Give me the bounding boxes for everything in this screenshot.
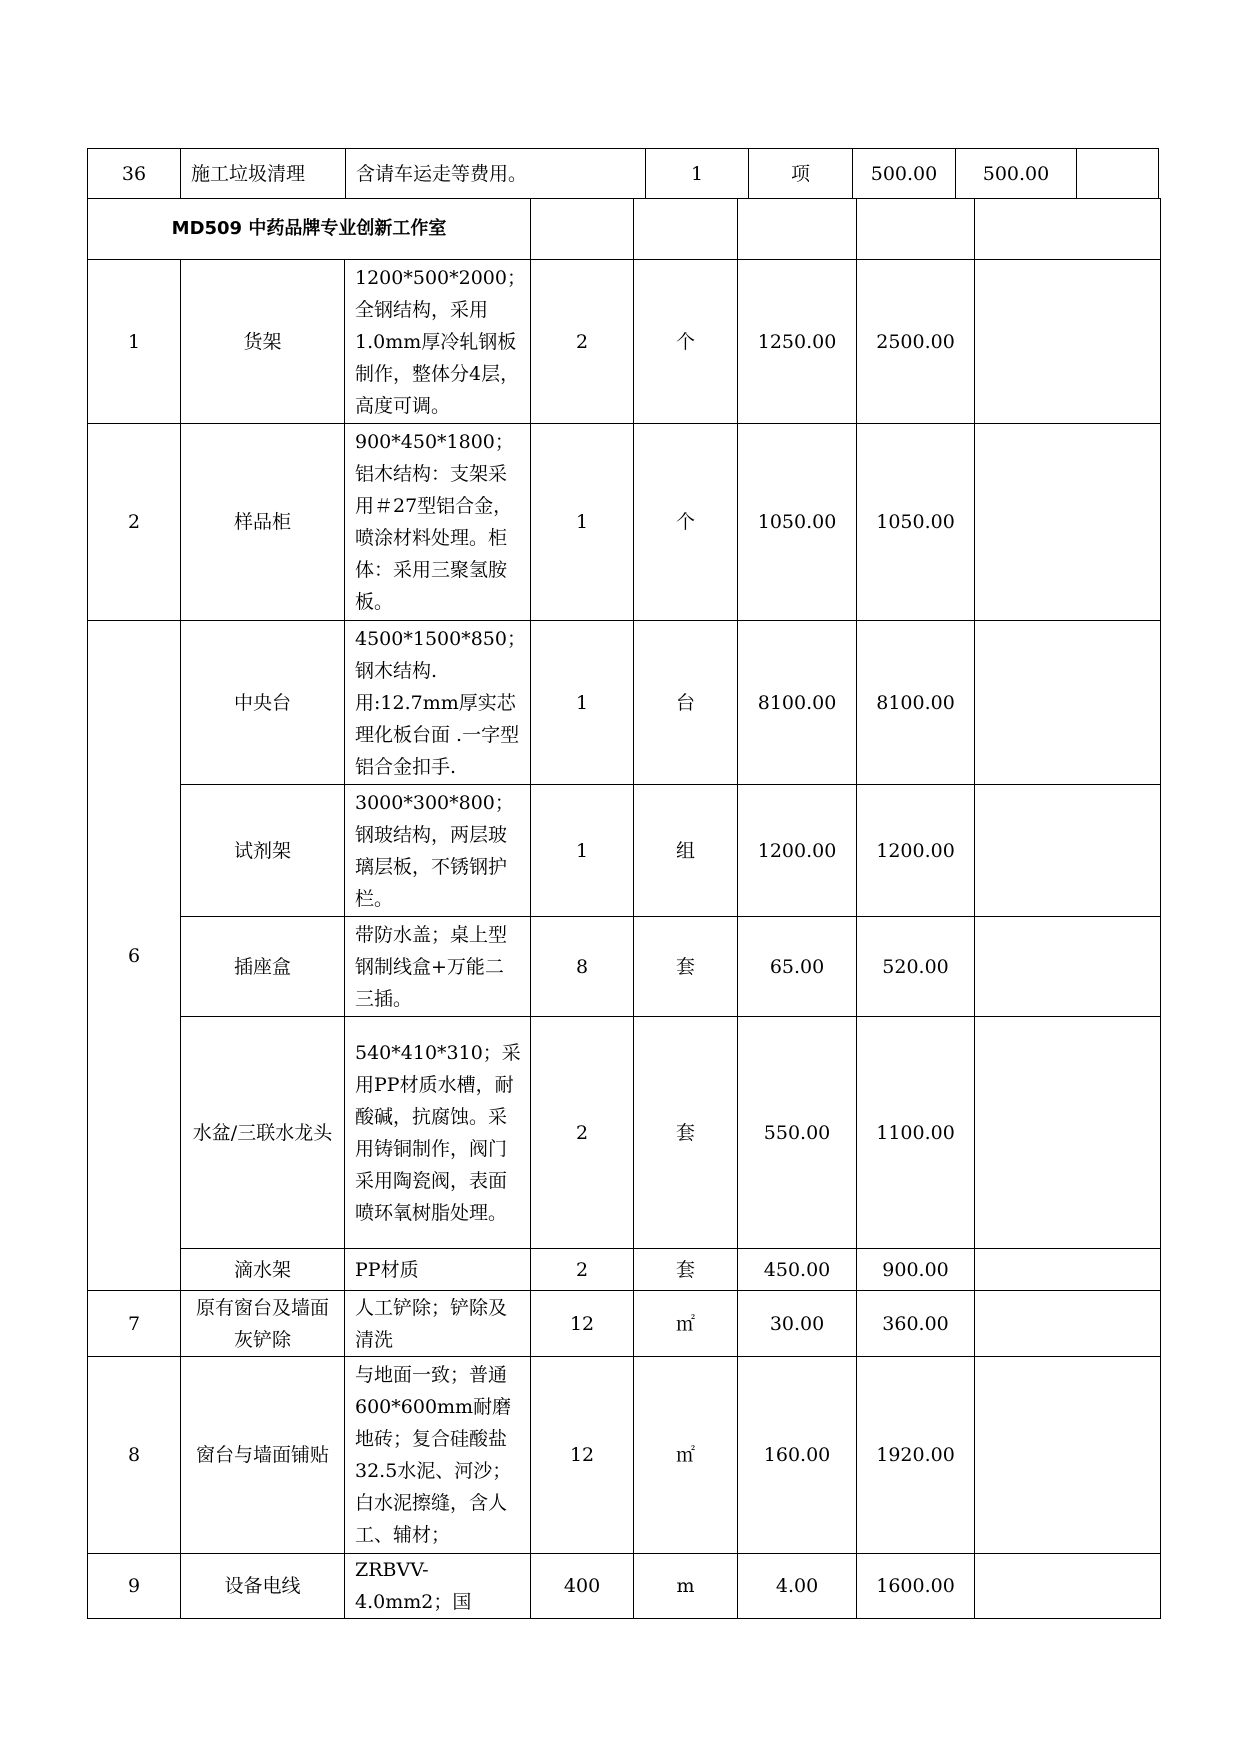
cell-qty: 1: [531, 785, 634, 917]
cell-no: 7: [88, 1291, 181, 1357]
cell-total: 1200.00: [857, 785, 975, 917]
cell-name: 货架: [181, 260, 345, 424]
cell-unit: 套: [634, 1249, 738, 1291]
cell-name: 原有窗台及墙面灰铲除: [181, 1291, 345, 1357]
empty-cell: [857, 199, 975, 260]
cell-price: 1250.00: [738, 260, 857, 424]
cell-remark: [975, 1291, 1161, 1357]
cell-price: 500.00: [853, 149, 956, 199]
cell-qty: 1: [646, 149, 749, 199]
cell-price: 550.00: [738, 1017, 857, 1249]
cell-total: 520.00: [857, 917, 975, 1017]
cell-desc: 与地面一致；普通600*600mm耐磨地砖；复合硅酸盐32.5水泥、河沙；白水泥擦缝，含人工、辅材；: [345, 1357, 531, 1554]
cell-total: 360.00: [857, 1291, 975, 1357]
table-row: [88, 1017, 1161, 1249]
cell-qty: 2: [531, 260, 634, 424]
cell-unit: 组: [634, 785, 738, 917]
cell-desc: 4500*1500*850；钢木结构.用:12.7mm厚实芯理化板台面 .一字型铝合金扣手.: [345, 621, 531, 785]
cell-unit: 套: [634, 1017, 738, 1249]
cell-qty: 12: [531, 1291, 634, 1357]
cell-name: 样品柜: [181, 424, 345, 621]
cell-remark: [975, 1017, 1161, 1249]
cell-desc: 540*410*310；采用PP材质水槽，耐酸碱，抗腐蚀。采用铸铜制作，阀门采用陶瓷阀，表面喷环氧树脂处理。: [345, 1017, 531, 1249]
cell-qty: 1: [531, 424, 634, 621]
cell-total: 1600.00: [857, 1554, 975, 1619]
cell-total: 1920.00: [857, 1357, 975, 1554]
empty-cell: [738, 199, 857, 260]
cell-qty: 12: [531, 1357, 634, 1554]
cell-price: 160.00: [738, 1357, 857, 1554]
cell-name: 插座盒: [181, 917, 345, 1017]
empty-cell: [531, 199, 634, 260]
cell-desc: PP材质: [345, 1249, 531, 1291]
cell-desc: ZRBVV-4.0mm2；国: [345, 1554, 531, 1619]
quotation-table: [87, 198, 1161, 1619]
cell-unit: 台: [634, 621, 738, 785]
cell-price: 8100.00: [738, 621, 857, 785]
section-header-row: [88, 199, 1161, 260]
cell-unit: 个: [634, 260, 738, 424]
cell-unit: 项: [749, 149, 853, 199]
cell-qty: 1: [531, 621, 634, 785]
cell-name: 中央台: [181, 621, 345, 785]
cell-remark: [975, 621, 1161, 785]
cell-desc: 带防水盖；桌上型钢制线盒+万能二三插。: [345, 917, 531, 1017]
cell-name: 试剂架: [181, 785, 345, 917]
cell-total: 1050.00: [857, 424, 975, 621]
cell-desc: 人工铲除；铲除及清洗: [345, 1291, 531, 1357]
cell-qty: 2: [531, 1017, 634, 1249]
cell-no: 36: [88, 149, 181, 199]
cell-remark: [975, 785, 1161, 917]
cell-qty: 400: [531, 1554, 634, 1619]
cell-remark: [975, 917, 1161, 1017]
cell-remark: [975, 424, 1161, 621]
cell-price: 450.00: [738, 1249, 857, 1291]
table-row: [88, 424, 1161, 621]
cell-unit: ㎡: [634, 1291, 738, 1357]
cell-desc: 3000*300*800；钢玻结构，两层玻璃层板，不锈钢护栏。: [345, 785, 531, 917]
cell-price: 1050.00: [738, 424, 857, 621]
cell-price: 30.00: [738, 1291, 857, 1357]
cell-total: 2500.00: [857, 260, 975, 424]
empty-cell: [634, 199, 738, 260]
cell-no: 2: [88, 424, 181, 621]
cell-name: 水盆/三联水龙头: [181, 1017, 345, 1249]
table-row-36: [88, 149, 1159, 199]
cell-price: 4.00: [738, 1554, 857, 1619]
cell-no: 6: [88, 621, 181, 1291]
table-row: [88, 1554, 1161, 1619]
cell-unit: 个: [634, 424, 738, 621]
cell-unit: ㎡: [634, 1357, 738, 1554]
table-row: [88, 621, 1161, 785]
table-row: [88, 1357, 1161, 1554]
cell-desc: 900*450*1800；铝木结构：支架采用＃27型铝合金，喷涂材料处理。柜体：采用三聚氢胺板。: [345, 424, 531, 621]
cell-total: 500.00: [956, 149, 1077, 199]
cell-qty: 8: [531, 917, 634, 1017]
cell-total: 1100.00: [857, 1017, 975, 1249]
cell-name: 施工垃圾清理: [181, 149, 346, 199]
cell-qty: 2: [531, 1249, 634, 1291]
section-title: MD509 中药品牌专业创新工作室: [88, 199, 531, 260]
cell-unit: m: [634, 1554, 738, 1619]
cell-name: 滴水架: [181, 1249, 345, 1291]
cell-name: 窗台与墙面铺贴: [181, 1357, 345, 1554]
cell-total: 8100.00: [857, 621, 975, 785]
cell-no: 8: [88, 1357, 181, 1554]
cell-price: 1200.00: [738, 785, 857, 917]
cell-no: 1: [88, 260, 181, 424]
cell-name: 设备电线: [181, 1554, 345, 1619]
cell-remark: [975, 1249, 1161, 1291]
cell-unit: 套: [634, 917, 738, 1017]
cell-remark: [975, 260, 1161, 424]
empty-cell: [975, 199, 1161, 260]
cell-remark: [1077, 149, 1159, 199]
cell-desc: 含请车运走等费用。: [346, 149, 646, 199]
table-row: [88, 917, 1161, 1017]
cell-remark: [975, 1357, 1161, 1554]
table-row: [88, 1249, 1161, 1291]
cell-desc: 1200*500*2000；全钢结构，采用1.0mm厚冷轧钢板制作，整体分4层，高度可调。: [345, 260, 531, 424]
table-row: [88, 1291, 1161, 1357]
cell-remark: [975, 1554, 1161, 1619]
cell-total: 900.00: [857, 1249, 975, 1291]
cell-price: 65.00: [738, 917, 857, 1017]
table-row: [88, 785, 1161, 917]
table-row: [88, 260, 1161, 424]
top-row-table: [87, 148, 1159, 199]
cell-no: 9: [88, 1554, 181, 1619]
